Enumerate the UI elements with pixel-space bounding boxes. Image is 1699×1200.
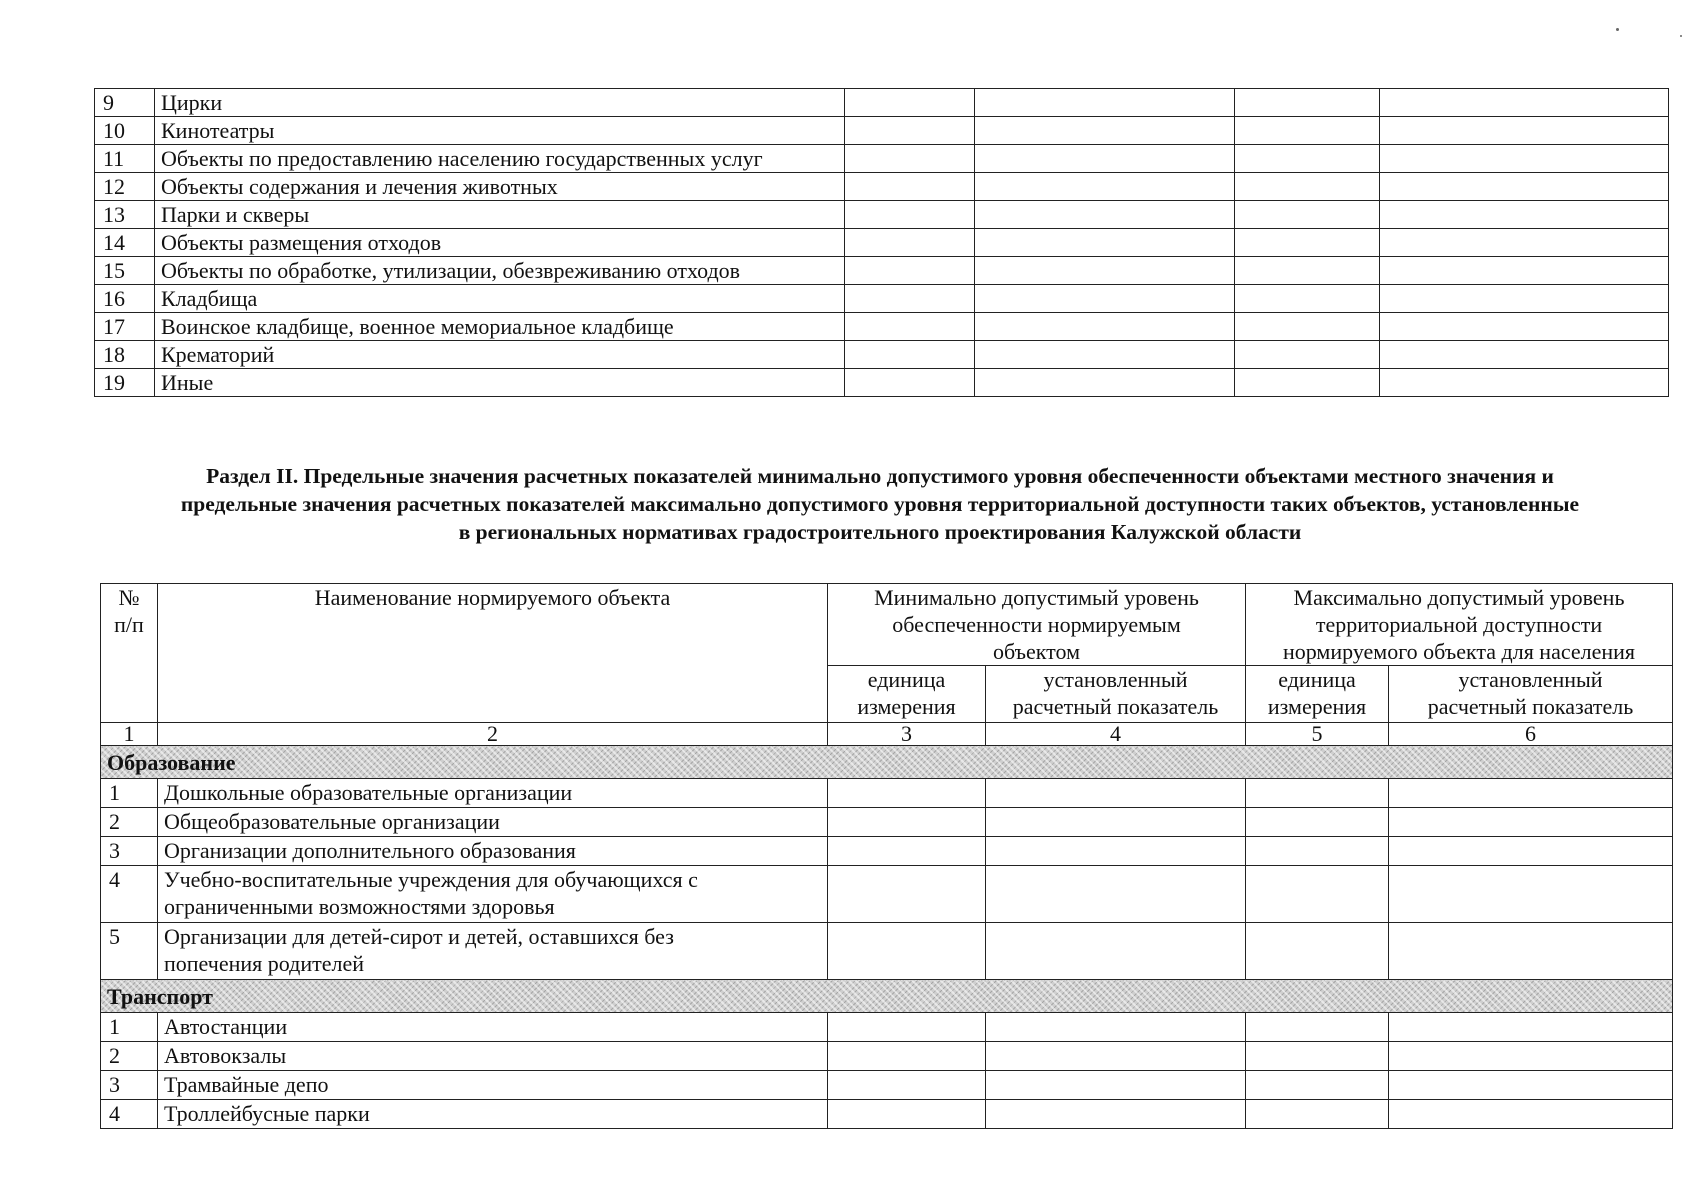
- header-text-line: территориальной доступности: [1315, 612, 1603, 637]
- empty-cell: [1389, 1042, 1673, 1071]
- header-max-level-group: [1246, 584, 1673, 666]
- empty-cell: [1246, 1100, 1389, 1129]
- empty-cell: [1235, 341, 1380, 369]
- empty-cell: [1235, 89, 1380, 117]
- header-unit-max: [1246, 666, 1389, 723]
- header-text-line: единица: [867, 667, 946, 692]
- empty-cell: [1389, 1100, 1673, 1129]
- empty-cell: [1235, 257, 1380, 285]
- empty-cell: [1380, 257, 1669, 285]
- row-number: 3: [101, 837, 158, 866]
- section-row-transport: [101, 980, 1673, 1013]
- empty-cell: [845, 257, 975, 285]
- empty-cell: [1246, 779, 1389, 808]
- row-number: 14: [95, 229, 155, 257]
- object-name: [158, 1100, 828, 1129]
- empty-cell: [1380, 285, 1669, 313]
- empty-cell: [845, 341, 975, 369]
- empty-cell: [828, 779, 986, 808]
- empty-cell: [845, 229, 975, 257]
- header-text-line: измерения: [857, 694, 956, 719]
- object-name: Кинотеатры: [155, 117, 845, 145]
- empty-cell: [975, 257, 1235, 285]
- empty-cell: [975, 369, 1235, 397]
- column-number-row: [101, 723, 1673, 746]
- empty-cell: [845, 117, 975, 145]
- empty-cell: [1389, 779, 1673, 808]
- empty-cell: [1235, 369, 1380, 397]
- object-name: Воинское кладбище, военное мемориальное кладбище: [155, 313, 845, 341]
- header-number-symbol: №: [118, 585, 140, 610]
- empty-cell: [1235, 117, 1380, 145]
- object-name: [158, 808, 828, 837]
- empty-cell: [1380, 173, 1669, 201]
- table-row: [95, 229, 1669, 257]
- empty-cell: [1235, 145, 1380, 173]
- table-row: [95, 369, 1669, 397]
- section-heading-line: Раздел II. Предельные значения расчетных показателей минимально допустимого уровня обеспеченности объектами местного значения и: [206, 464, 1554, 488]
- object-name: [158, 923, 828, 980]
- empty-cell: [828, 923, 986, 980]
- empty-cell: [986, 1013, 1246, 1042]
- empty-cell: [975, 313, 1235, 341]
- empty-cell: [986, 1100, 1246, 1129]
- object-name-line: ограниченными возможностями здоровья: [164, 894, 555, 919]
- header-value-max: [1389, 666, 1673, 723]
- object-name-line: Трамвайные депо: [164, 1072, 329, 1097]
- object-name-line: Организации дополнительного образования: [164, 838, 576, 863]
- empty-cell: [975, 341, 1235, 369]
- empty-cell: [1246, 808, 1389, 837]
- row-number: 2: [101, 808, 158, 837]
- empty-cell: [845, 173, 975, 201]
- row-number: 17: [95, 313, 155, 341]
- empty-cell: [845, 313, 975, 341]
- table-row: [95, 201, 1669, 229]
- header-text-line: расчетный показатель: [1012, 694, 1219, 719]
- object-name-line: Учебно-воспитательные учреждения для обучающихся с: [164, 867, 698, 892]
- empty-cell: [975, 89, 1235, 117]
- header-text-line: расчетный показатель: [1427, 694, 1634, 719]
- object-name: [158, 1071, 828, 1100]
- empty-cell: [828, 837, 986, 866]
- header-text-line: установленный: [1458, 667, 1603, 692]
- empty-cell: [828, 808, 986, 837]
- section-title: Образование: [101, 746, 1673, 779]
- object-name: [158, 866, 828, 923]
- table-row: [101, 779, 1673, 808]
- empty-cell: [986, 923, 1246, 980]
- empty-cell: [1389, 1013, 1673, 1042]
- object-name: Объекты по обработке, утилизации, обезвреживанию отходов: [155, 257, 845, 285]
- indicators-table: [100, 583, 1673, 1129]
- object-name-line: Дошкольные образовательные организации: [164, 780, 573, 805]
- empty-cell: [828, 1013, 986, 1042]
- row-number: 2: [101, 1042, 158, 1071]
- empty-cell: [1380, 229, 1669, 257]
- table-row: [95, 145, 1669, 173]
- empty-cell: [1235, 201, 1380, 229]
- scan-speck: [1616, 28, 1619, 31]
- row-number: 15: [95, 257, 155, 285]
- object-name-line: Троллейбусные парки: [164, 1101, 370, 1126]
- row-number: 1: [101, 779, 158, 808]
- empty-cell: [986, 866, 1246, 923]
- empty-cell: [1246, 866, 1389, 923]
- empty-cell: [1246, 923, 1389, 980]
- empty-cell: [1246, 1013, 1389, 1042]
- object-name: [158, 1013, 828, 1042]
- row-number: 13: [95, 201, 155, 229]
- empty-cell: [1380, 369, 1669, 397]
- empty-cell: [828, 1071, 986, 1100]
- object-name: Крематорий: [155, 341, 845, 369]
- header-text-line: объектом: [993, 639, 1081, 664]
- column-number: 6: [1389, 723, 1673, 746]
- row-number: 3: [101, 1071, 158, 1100]
- empty-cell: [845, 145, 975, 173]
- object-name-line: Автовокзалы: [164, 1043, 287, 1068]
- object-name-line: Организации для детей-сирот и детей, оставшихся без: [164, 924, 674, 949]
- object-name: [158, 1042, 828, 1071]
- empty-cell: [1389, 923, 1673, 980]
- empty-cell: [1246, 837, 1389, 866]
- column-number: 4: [986, 723, 1246, 746]
- header-number-label: п/п: [114, 612, 144, 637]
- table-row: [101, 808, 1673, 837]
- object-name: Объекты содержания и лечения животных: [155, 173, 845, 201]
- empty-cell: [975, 145, 1235, 173]
- header-text-line: измерения: [1267, 694, 1367, 719]
- empty-cell: [828, 866, 986, 923]
- empty-cell: [1380, 341, 1669, 369]
- table-row: [95, 89, 1669, 117]
- row-number: 9: [95, 89, 155, 117]
- table-row: [95, 173, 1669, 201]
- object-name: Объекты по предоставлению населению государственных услуг: [155, 145, 845, 173]
- header-number: [101, 584, 158, 723]
- table-row: [101, 923, 1673, 980]
- object-name-line: Автостанции: [164, 1014, 288, 1039]
- empty-cell: [1235, 229, 1380, 257]
- empty-cell: [986, 1071, 1246, 1100]
- header-text-line: установленный: [1043, 667, 1188, 692]
- row-number: 10: [95, 117, 155, 145]
- column-number: 1: [101, 723, 158, 746]
- empty-cell: [975, 285, 1235, 313]
- empty-cell: [975, 229, 1235, 257]
- object-name: Кладбища: [155, 285, 845, 313]
- table-row: [101, 837, 1673, 866]
- object-name: Цирки: [155, 89, 845, 117]
- empty-cell: [845, 369, 975, 397]
- empty-cell: [828, 1100, 986, 1129]
- object-name: Парки и скверы: [155, 201, 845, 229]
- object-name-line: попечения родителей: [164, 951, 364, 976]
- table-row: [101, 1013, 1673, 1042]
- section-heading: [80, 462, 1680, 546]
- table-header-row: [101, 584, 1673, 666]
- table-row: [95, 341, 1669, 369]
- section-heading-line: в региональных нормативах градостроительного проектирования Калужской области: [458, 520, 1302, 544]
- row-number: 11: [95, 145, 155, 173]
- row-number: 19: [95, 369, 155, 397]
- header-unit-min: [828, 666, 986, 723]
- empty-cell: [1235, 173, 1380, 201]
- empty-cell: [986, 837, 1246, 866]
- empty-cell: [1246, 1071, 1389, 1100]
- header-text-line: единица: [1278, 667, 1356, 692]
- empty-cell: [845, 89, 975, 117]
- row-number: 1: [101, 1013, 158, 1042]
- table-row: [95, 313, 1669, 341]
- row-number: 12: [95, 173, 155, 201]
- empty-cell: [1380, 89, 1669, 117]
- empty-cell: [1389, 1071, 1673, 1100]
- table-row: [101, 1042, 1673, 1071]
- empty-cell: [986, 808, 1246, 837]
- empty-cell: [845, 285, 975, 313]
- object-name: Объекты размещения отходов: [155, 229, 845, 257]
- object-name: [158, 779, 828, 808]
- header-min-level-group: [828, 584, 1246, 666]
- empty-cell: [1389, 866, 1673, 923]
- header-text-line: обеспеченности нормируемым: [892, 612, 1181, 637]
- empty-cell: [1389, 808, 1673, 837]
- row-number: 4: [101, 1100, 158, 1129]
- empty-cell: [1235, 313, 1380, 341]
- table-row: [101, 1100, 1673, 1129]
- object-name: Иные: [155, 369, 845, 397]
- empty-cell: [1389, 837, 1673, 866]
- table-row: [101, 1071, 1673, 1100]
- header-text-line: нормируемого объекта для населения: [1282, 639, 1636, 664]
- row-number: 16: [95, 285, 155, 313]
- empty-cell: [975, 201, 1235, 229]
- empty-cell: [1246, 1042, 1389, 1071]
- empty-cell: [1380, 201, 1669, 229]
- header-object-name: Наименование нормируемого объекта: [158, 584, 828, 723]
- empty-cell: [975, 117, 1235, 145]
- table-row: [95, 117, 1669, 145]
- section-row-education: [101, 746, 1673, 779]
- column-number: 5: [1246, 723, 1389, 746]
- header-value-min: [986, 666, 1246, 723]
- table-row: [95, 257, 1669, 285]
- empty-cell: [1380, 145, 1669, 173]
- empty-cell: [828, 1042, 986, 1071]
- header-text-line: Минимально допустимый уровень: [874, 585, 1199, 610]
- row-number: 18: [95, 341, 155, 369]
- empty-cell: [1380, 117, 1669, 145]
- empty-cell: [986, 1042, 1246, 1071]
- objects-table-continued: [94, 88, 1669, 397]
- object-name: [158, 837, 828, 866]
- empty-cell: [975, 173, 1235, 201]
- empty-cell: [845, 201, 975, 229]
- object-name-line: Общеобразовательные организации: [164, 809, 500, 834]
- row-number: 5: [101, 923, 158, 980]
- scan-speck: [1680, 35, 1682, 37]
- header-text-line: Максимально допустимый уровень: [1293, 585, 1625, 610]
- table-row: [95, 285, 1669, 313]
- table-row: [101, 866, 1673, 923]
- empty-cell: [1235, 285, 1380, 313]
- row-number: 4: [101, 866, 158, 923]
- column-number: 2: [158, 723, 828, 746]
- section-title: Транспорт: [101, 980, 1673, 1013]
- empty-cell: [986, 779, 1246, 808]
- section-heading-line: предельные значения расчетных показателей максимально допустимого уровня территориальной доступности таких объектов, установленные: [180, 492, 1580, 516]
- empty-cell: [1380, 313, 1669, 341]
- column-number: 3: [828, 723, 986, 746]
